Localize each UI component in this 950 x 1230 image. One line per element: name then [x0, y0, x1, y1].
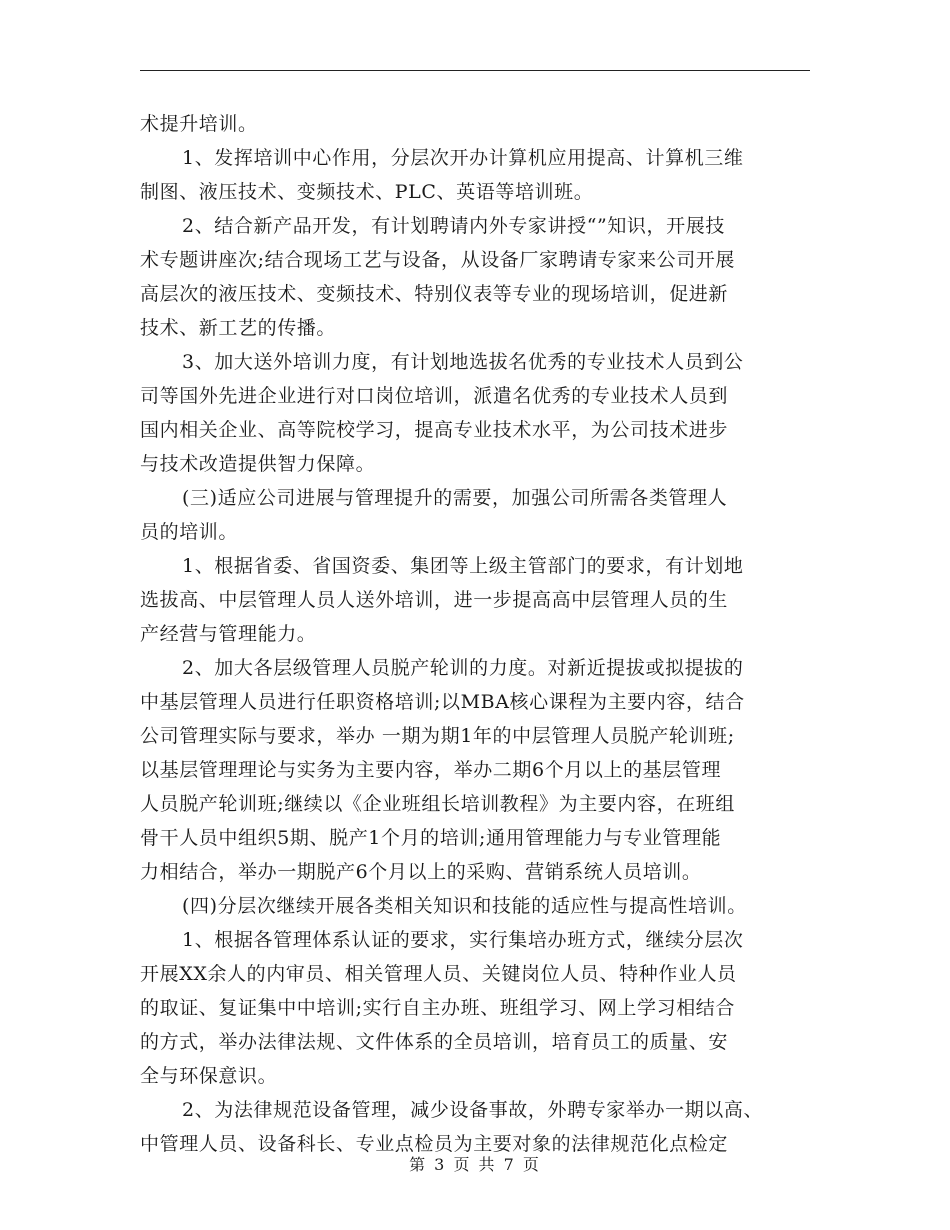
text-line: 开展XX余人的内审员、相关管理人员、关键岗位人员、特种作业人员 — [140, 963, 737, 985]
text-line: 中基层管理人员进行任职资格培训;以MBA核心课程为主要内容，结合 — [140, 691, 745, 713]
text-line: 2、为法律规范设备管理，减少设备事故，外聘专家举办一期以高、 — [182, 1099, 764, 1121]
page-number: 第 3 页 共 7 页 — [409, 1155, 541, 1174]
text-line: (三)适应公司进展与管理提升的需要，加强公司所需各类管理人 — [182, 487, 728, 509]
text-line: 的方式，举办法律法规、文件体系的全员培训，培育员工的质量、安 — [140, 1031, 729, 1053]
text-line: 员的培训。 — [140, 521, 239, 543]
text-line: (四)分层次继续开展各类相关知识和技能的适应性与提高性培训。 — [182, 895, 747, 917]
text-line: 术专题讲座次;结合现场工艺与设备，从设备厂家聘请专家来公司开展 — [140, 249, 736, 271]
text-line: 人员脱产轮训班;继续以《企业班组长培训教程》为主要内容，在班组 — [140, 793, 736, 815]
text-line: 全与环保意识。 — [140, 1065, 278, 1087]
text-line: 术提升培训。 — [140, 113, 258, 135]
text-line: 选拔高、中层管理人员人送外培训，进一步提高高中层管理人员的生 — [140, 589, 729, 611]
text-line: 1、根据各管理体系认证的要求，实行集培办班方式，继续分层次 — [182, 929, 744, 951]
text-line: 力相结合，举办一期脱产6个月以上的采购、营销系统人员培训。 — [140, 861, 702, 883]
text-line: 2、结合新产品开发，有计划聘请内外专家讲授“”知识，开展技 — [182, 215, 725, 237]
text-line: 产经营与管理能力。 — [140, 623, 317, 645]
text-line: 公司管理实际与要求，举办 一期为期1年的中层管理人员脱产轮训班; — [140, 725, 735, 747]
text-line: 高层次的液压技术、变频技术、特别仪表等专业的现场培训，促进新 — [140, 283, 729, 305]
text-line: 1、根据省委、省国资委、集团等上级主管部门的要求，有计划地 — [182, 555, 744, 577]
text-line: 中管理人员、设备科长、专业点检员为主要对象的法律规范化点检定 — [140, 1133, 729, 1155]
text-line: 司等国外先进企业进行对口岗位培训，派遣名优秀的专业技术人员到 — [140, 385, 729, 407]
text-line: 国内相关企业、高等院校学习，提高专业技术水平，为公司技术进步 — [140, 419, 729, 441]
text-line: 技术、新工艺的传播。 — [140, 317, 337, 339]
text-line: 骨干人员中组织5期、脱产1个月的培训;通用管理能力与专业管理能 — [140, 827, 722, 849]
text-line: 3、加大送外培训力度，有计划地选拔名优秀的专业技术人员到公 — [182, 351, 744, 373]
document-body — [140, 107, 820, 1161]
text-line: 与技术改造提供智力保障。 — [140, 453, 376, 475]
text-line: 制图、液压技术、变频技术、PLC、英语等培训班。 — [140, 181, 594, 203]
text-line: 以基层管理理论与实务为主要内容，举办二期6个月以上的基层管理 — [140, 759, 722, 781]
text-line: 的取证、复证集中中培训;实行自主办班、班组学习、网上学习相结合 — [140, 997, 736, 1019]
header-rule — [140, 70, 810, 71]
text-line: 2、加大各层级管理人员脱产轮训的力度。对新近提拔或拟提拔的 — [182, 657, 744, 679]
text-line: 1、发挥培训中心作用，分层次开办计算机应用提高、计算机三维 — [182, 147, 744, 169]
